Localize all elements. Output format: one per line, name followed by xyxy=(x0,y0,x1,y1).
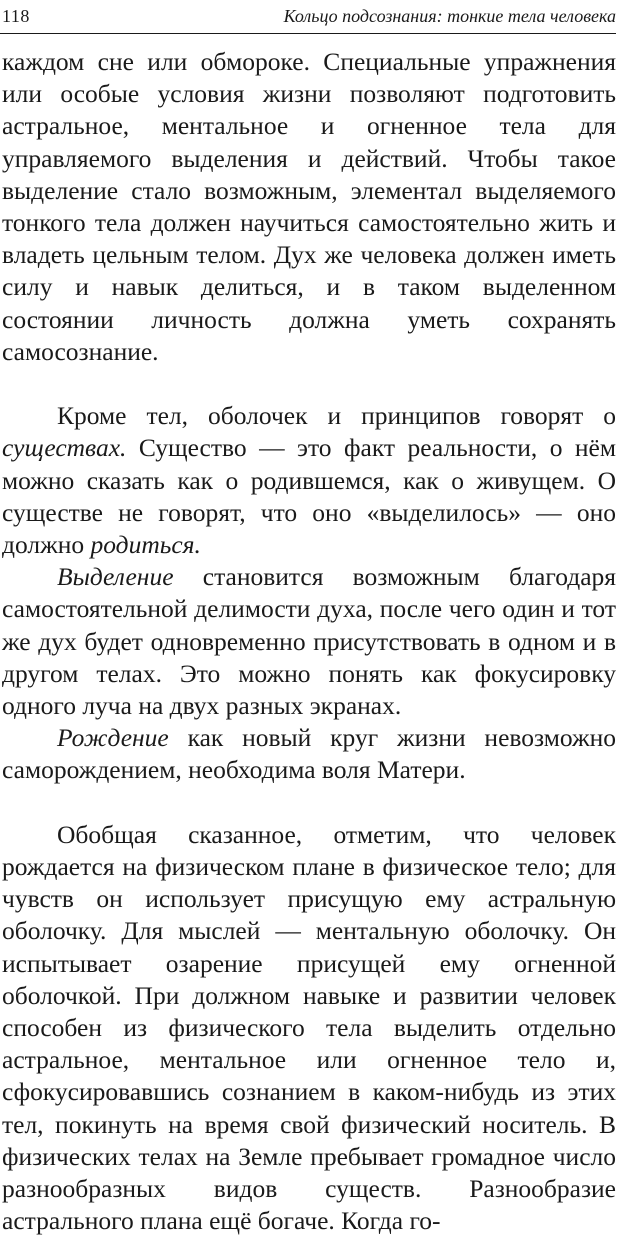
paragraph-summary xyxy=(2,819,616,1237)
running-title: Кольцо подсознания: тонкие тела человека xyxy=(283,6,616,26)
paragraph-text: каждом сне или обмороке. Специальные упражнения или особые условия жизни позволяют подготовить астральное, ментальное и огненное тела для управляемого выделения и действий. Чтобы такое выделение стало возможным, элементал выделяемого тонкого тела должен научиться самостоятельно жить и владеть цельным телом. Дух же человека должен иметь силу и навык делиться, и в таком выделенном состоянии личность должна уметь сохранять самосознание. xyxy=(2,47,616,366)
italic-term-separation: Выделение xyxy=(57,562,174,592)
italic-term-beings: существах. xyxy=(2,433,127,463)
paragraph-beings xyxy=(2,400,616,561)
italic-term-be-born: родиться. xyxy=(90,530,201,560)
paragraph-continuation xyxy=(2,46,616,368)
paragraph-text: Существо — это факт реальности, о нём можно сказать как о родившемся, как о живущем. О существе не говорят, что оно «выделилось» — оно должно xyxy=(2,433,616,560)
paragraph-text: становится возможным благодаря самостоятельной делимости духа, после чего один и тот же дух будет одновременно присутствовать в одном и в другом телах. Это можно понять как фокусировку одного луча на двух разных экранах. xyxy=(2,562,616,721)
page-body xyxy=(2,46,616,1237)
paragraph-text: Кроме тел, оболочек и принципов говорят о xyxy=(57,401,616,431)
paragraph-text: как новый круг жизни невозможно саморождением, необходима воля Матери. xyxy=(2,723,616,785)
paragraph-birth xyxy=(2,722,616,786)
paragraph-text: Обобщая сказанное, отметим, что человек рождается на физическом плане в физическое тело; для чувств он использует присущую ему астральную оболочку. Для мыслей — ментальную оболочку. Он испытывает озарение присущей ему огненной оболочкой. При должном навыке и развитии человек способен из физического тела выделить отдельно астральное, ментальное или огненное тело и, сфокусировавшись сознанием в каком-нибудь из этих тел, покинуть на время свой физический носитель. В физических телах на Земле пребывает громадное число разнообразных видов существ. Разнообразие астрального плана ещё богаче. Когда го- xyxy=(2,819,616,1236)
page-number: 118 xyxy=(2,6,30,26)
paragraph-gap xyxy=(2,368,616,400)
paragraph-separation xyxy=(2,561,616,722)
header-rule xyxy=(0,33,616,34)
italic-term-birth: Рождение xyxy=(57,723,169,753)
paragraph-gap xyxy=(2,787,616,819)
running-header xyxy=(2,6,616,30)
